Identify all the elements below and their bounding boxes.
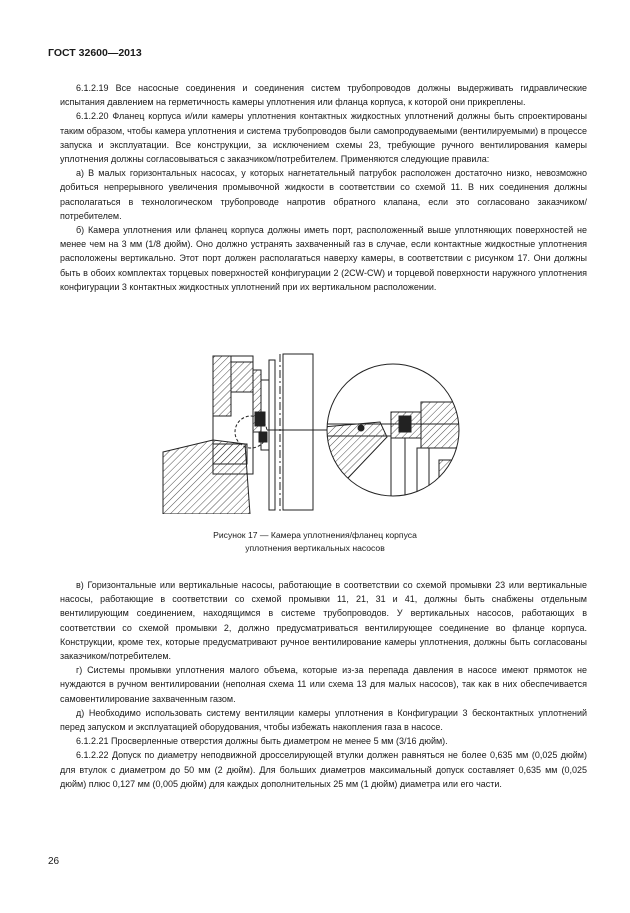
figure-17-drawing (155, 352, 473, 514)
rule-b: б) Камера уплотнения или фланец корпуса должны иметь порт, расположенный выше уплотняющих поверхностей не менее чем на 3 мм (1/8 дюйм). Оно должно устранять захваченный газ в случае, если контактные жидкостные уплотнения расположены вертикально. Этот порт должен располагаться наверху камеры, в соответствии с рисунком 17. Они должны быть в обоих комплектах торцевых поверхностей конфигурации 2 (2CW-CW) и торцевой поверхности наружного уплотнения конфигурации 3 контактных жидкостных уплотнений при их вертикальном расположении. (60, 225, 587, 292)
left-section-view (163, 354, 327, 514)
text-block-top (60, 81, 587, 294)
detail-magnified-view (323, 364, 469, 510)
document-header: ГОСТ 32600—2013 (48, 47, 142, 59)
clause-6-1-2-21: 6.1.2.21 Просверленные отверстия должны быть диаметром не менее 5 мм (3/16 дюйм). (76, 736, 448, 747)
clause-6-1-2-19: 6.1.2.19 Все насосные соединения и соединения систем трубопроводов должны выдерживать гидравлические испытания давлением на герметичность камеры уплотнения или фланца корпуса, к которой они прикреплены. (60, 83, 587, 108)
figure-caption (160, 529, 470, 555)
caption-line-1: Рисунок 17 — Камера уплотнения/фланец корпуса (213, 530, 417, 540)
rule-a: а) В малых горизонтальных насосах, у которых нагнетательный патрубок расположен достаточно низко, невозможно добиться непрерывного увеличения промывочной жидкости в соответствии со схемой 11. В них соединения должны располагаться в технологическом трубопроводе напротив обратного клапана, если это согласовано заказчиком/потребителем. (60, 168, 587, 221)
rule-g: г) Системы промывки уплотнения малого объема, которые из-за перепада давления в насосе имеют прямоток не нуждаются в ручном вентилировании (неполная схема 11 или схема 13 для малых насосов), так как в них обеспечивается самовентилирование захваченным газом. (60, 665, 587, 704)
rule-v: в) Горизонтальные или вертикальные насосы, работающие в соответствии со схемой промывки 23 или вертикальные насосы, работающие в соответствии со схемой промывки 11, 21, 31 и 41, должны быть снабжены отдельным вентилирующим соединением, находящимся в системе трубопроводов. У вертикальных насосов, работающих в соответствии со схемой промывки 2, должно предусматриваться вентилирующее соединение во фланце корпуса. Конструкции, кроме тех, которые предусматривают ручное вентилирование камеры уплотнения, должны быть согласованы заказчиком/потребителем. (60, 580, 587, 662)
clause-6-1-2-22: 6.1.2.22 Допуск по диаметру неподвижной дросселирующей втулки должен равняться не более 0,635 мм (0,025 дюйм) для втулок с диаметром до 50 мм (2 дюйм). Для больших диаметров максимальный допуск составляет 0,635 мм (0,025 дюйм) плюс 0,127 мм (0,005 дюйм) для каждых дополнительных 25 мм (1 дюйм) диаметра или его части. (60, 750, 587, 789)
page-number: 26 (48, 856, 60, 867)
seal-chamber-drawing (155, 352, 473, 514)
clause-6-1-2-20: 6.1.2.20 Фланец корпуса и/или камеры уплотнения контактных жидкостных уплотнений должны быть спроектированы таким образом, чтобы камера уплотнения и система трубопроводов были самопродуваемыми (вентилируемыми) в процессе запуска и эксплуатации. Все конструкции, за исключением схемы 23, требующие ручного вентилирования камеры уплотнения должны согласовываться с заказчиком/потребителем. Применяются следующие правила: (60, 111, 587, 165)
text-block-bottom (60, 578, 587, 791)
rule-d: д) Необходимо использовать систему вентиляции камеры уплотнения в Конфигурации 3 бесконтактных уплотнений перед запуском и эксплуатацией оборудования, чтобы избежать накопления газа в насосе. (60, 707, 587, 733)
caption-line-2: уплотнения вертикальных насосов (245, 543, 385, 553)
